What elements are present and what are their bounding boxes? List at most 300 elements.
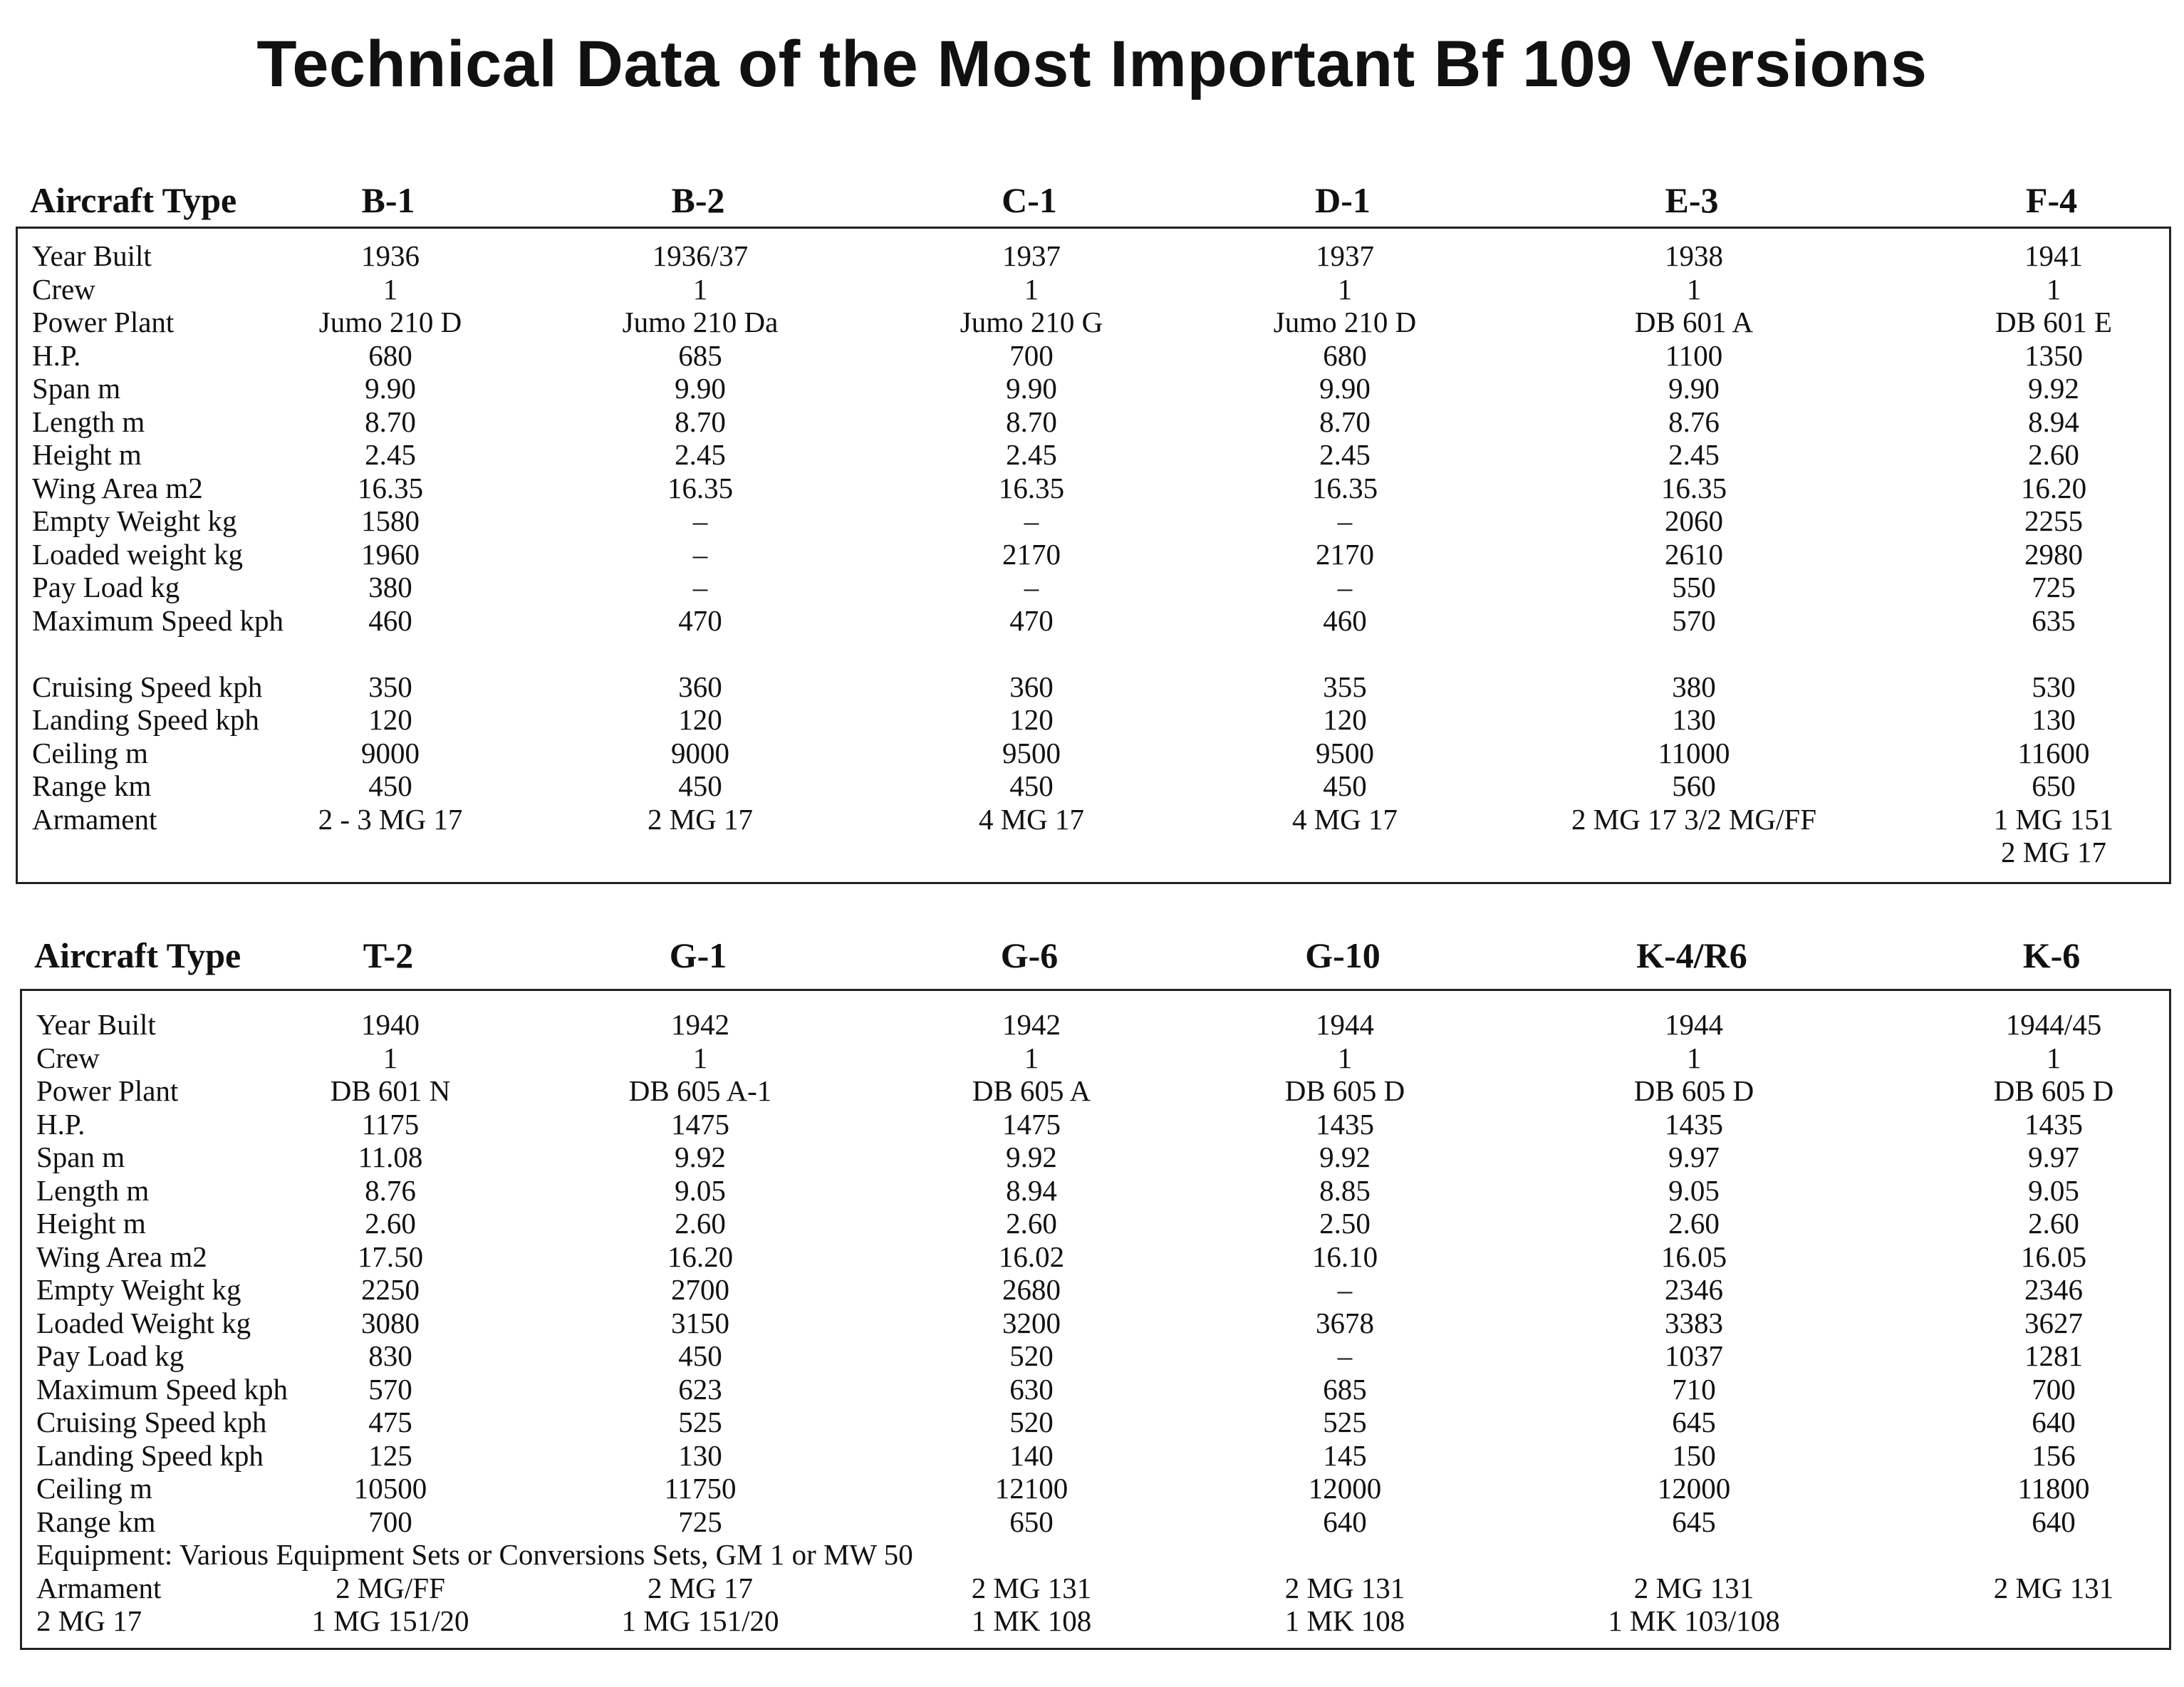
table-cell: 8.76 — [1668, 405, 1720, 438]
table-cell: 11600 — [2017, 736, 2090, 769]
table-row — [22, 1273, 2169, 1306]
table-cell: 645 — [1672, 1406, 1716, 1438]
table-cell: 460 — [1323, 603, 1367, 637]
table-cell: 2 MG 17 — [647, 802, 754, 836]
aircraft-type-column-header: B-1 — [361, 180, 415, 220]
table-cell: 9.90 — [1668, 372, 1720, 405]
table-cell: 9.90 — [1319, 372, 1371, 405]
aircraft-type-column-header: K-4/R6 — [1636, 935, 1747, 975]
row-label: Landing Speed kph — [36, 1438, 264, 1472]
table-cell: 9.92 — [1319, 1141, 1371, 1173]
table-row — [22, 1207, 2169, 1240]
table-cell: 2 MG 17 — [2000, 836, 2107, 868]
table-cell: 1944/45 — [2005, 1008, 2102, 1041]
table-cell: 640 — [2032, 1505, 2076, 1538]
table-cell: 9.05 — [675, 1173, 726, 1207]
row-label: 2 MG 17 — [36, 1604, 142, 1637]
table-cell: 1942 — [671, 1008, 729, 1041]
table-cell: 1 — [383, 272, 398, 306]
table-cell: 130 — [678, 1438, 722, 1472]
table-cell: 156 — [2032, 1438, 2076, 1472]
table-cell: 1175 — [361, 1107, 420, 1141]
table-row — [18, 670, 2169, 703]
table-cell: 2.45 — [675, 438, 726, 471]
table-cell: 1941 — [2024, 239, 2083, 272]
row-label: Height m — [36, 1207, 146, 1240]
table-cell: Jumo 210 D — [1273, 306, 1417, 338]
table-cell: 16.20 — [667, 1240, 734, 1273]
table-cell: 2.60 — [2028, 438, 2079, 471]
table-cell: 1435 — [1665, 1107, 1723, 1141]
table-cell: 120 — [1323, 703, 1367, 736]
table-cell: 2250 — [361, 1273, 420, 1306]
table-cell: 1 — [2046, 272, 2061, 306]
table-cell: 130 — [2032, 703, 2076, 736]
table-row — [22, 1439, 2169, 1472]
table-cell: 9.97 — [1668, 1141, 1720, 1173]
table-cell: 2610 — [1665, 537, 1723, 571]
table-cell: 1281 — [2024, 1339, 2083, 1372]
table-row — [18, 803, 2169, 836]
table-cell: 2346 — [2024, 1273, 2083, 1306]
table-cell: 623 — [678, 1372, 722, 1406]
table-row — [18, 239, 2169, 272]
table-cell: 120 — [678, 703, 722, 736]
table-cell: 380 — [368, 571, 412, 603]
table-cell: 125 — [368, 1438, 412, 1472]
aircraft-type-column-header: B-2 — [671, 180, 725, 220]
table-cell: 3678 — [1316, 1306, 1374, 1339]
aircraft-type-label: Aircraft Type — [34, 935, 241, 975]
table-cell: 2255 — [2024, 504, 2083, 537]
table-cell: – — [1337, 1339, 1353, 1372]
row-label: Crew — [32, 272, 95, 306]
table-cell: 9500 — [1002, 736, 1061, 769]
table-cell: DB 605 A-1 — [628, 1074, 772, 1107]
table-cell: DB 605 D — [1993, 1074, 2114, 1107]
table-cell: 1037 — [1665, 1339, 1723, 1372]
table-cell: 16.05 — [1660, 1240, 1727, 1273]
table-cell: 360 — [678, 670, 722, 703]
page-title: Technical Data of the Most Important Bf 109 Versions — [256, 28, 1928, 100]
table-row — [22, 1339, 2169, 1372]
table-cell: 3150 — [671, 1306, 729, 1339]
row-label: Span m — [36, 1141, 125, 1173]
table-row — [18, 604, 2169, 637]
table-cell: 11000 — [1658, 736, 1730, 769]
table-row — [22, 1604, 2169, 1637]
table-cell: DB 601 A — [1634, 306, 1754, 338]
table-cell: 9.92 — [675, 1141, 726, 1173]
table-cell: 140 — [1009, 1438, 1054, 1472]
table-cell: 2.60 — [675, 1207, 726, 1240]
table-cell: 16.10 — [1311, 1240, 1378, 1273]
table-cell: 9.97 — [2028, 1141, 2079, 1173]
table-cell: 680 — [368, 338, 412, 372]
row-label: Power Plant — [32, 306, 175, 338]
table-row — [18, 769, 2169, 802]
row-label: Year Built — [32, 239, 152, 272]
table-cell: 1 — [1686, 1041, 1702, 1074]
table-cell: – — [692, 571, 708, 603]
data-table-box-2 — [20, 989, 2171, 1650]
aircraft-type-column-header: G-1 — [669, 935, 727, 975]
table-cell: 2 MG 131 — [1284, 1571, 1405, 1604]
table-cell: 525 — [1323, 1406, 1367, 1438]
table-cell: 1 — [1024, 272, 1039, 306]
table-cell: 1 — [1686, 272, 1702, 306]
table-cell: 1937 — [1316, 239, 1374, 272]
table-cell: 8.70 — [365, 405, 416, 438]
table-row — [22, 1572, 2169, 1604]
table-cell: 120 — [1009, 703, 1054, 736]
aircraft-type-column-header: F-4 — [2025, 180, 2078, 220]
row-label: Span m — [32, 372, 121, 405]
table-cell: 9.90 — [365, 372, 416, 405]
table-cell: 680 — [1323, 338, 1367, 372]
row-label: Pay Load kg — [32, 571, 180, 603]
table-cell: 2.45 — [1668, 438, 1720, 471]
row-label: Range km — [36, 1505, 156, 1538]
aircraft-type-column-header: T-2 — [363, 935, 414, 975]
table-cell: 470 — [1009, 603, 1054, 637]
table-cell: 380 — [1672, 670, 1716, 703]
table-cell: – — [1024, 504, 1039, 537]
table-cell: 2700 — [671, 1273, 729, 1306]
table-row — [18, 737, 2169, 769]
table-cell: 8.85 — [1319, 1173, 1371, 1207]
table-cell: 700 — [368, 1505, 412, 1538]
table-cell: 1940 — [361, 1008, 420, 1041]
table-cell: 16.02 — [998, 1240, 1065, 1273]
table-row — [18, 438, 2169, 471]
table-cell: 1 — [2046, 1041, 2061, 1074]
row-label: Length m — [36, 1173, 150, 1207]
table-cell: 1 — [692, 1041, 708, 1074]
table-cell: 630 — [1009, 1372, 1054, 1406]
aircraft-type-column-header: G-10 — [1305, 935, 1380, 975]
table-cell: 450 — [678, 769, 722, 802]
row-label: Year Built — [36, 1008, 156, 1041]
table-cell: – — [1337, 571, 1353, 603]
table-cell: 1 — [692, 272, 708, 306]
aircraft-type-column-header: D-1 — [1315, 180, 1371, 220]
table-cell: 830 — [368, 1339, 412, 1372]
table-row — [22, 1373, 2169, 1406]
table-cell: – — [1337, 504, 1353, 537]
row-label: Cruising Speed kph — [36, 1406, 267, 1438]
table-cell: 1 — [1024, 1041, 1039, 1074]
row-label: Maximum Speed kph — [32, 603, 284, 637]
table-cell: 2.50 — [1319, 1207, 1371, 1240]
table-cell: 1 — [1337, 272, 1353, 306]
row-label: Ceiling m — [32, 736, 148, 769]
table-row — [18, 538, 2169, 571]
table-cell: 9.90 — [1006, 372, 1057, 405]
table-cell: 12000 — [1308, 1472, 1382, 1505]
table-cell: 1 — [383, 1041, 398, 1074]
row-label: Empty Weight kg — [32, 504, 237, 537]
row-label: H.P. — [32, 338, 81, 372]
table-cell: 635 — [2032, 603, 2076, 637]
table-row — [18, 472, 2169, 504]
table-cell: 1435 — [1316, 1107, 1374, 1141]
table-cell: – — [692, 537, 708, 571]
table-row — [18, 306, 2169, 338]
table-cell: 650 — [1009, 1505, 1054, 1538]
table-cell: – — [692, 504, 708, 537]
table-cell: 9.05 — [2028, 1173, 2079, 1207]
table-row — [22, 1074, 2169, 1107]
table-cell: 1475 — [671, 1107, 729, 1141]
table-cell: DB 605 D — [1284, 1074, 1405, 1107]
table-cell: 460 — [368, 603, 412, 637]
table-cell: 1 MK 108 — [1284, 1604, 1405, 1637]
row-label: Wing Area m2 — [36, 1240, 207, 1273]
row-label: Loaded Weight kg — [36, 1306, 251, 1339]
table-cell: 11750 — [664, 1472, 737, 1505]
table-row — [22, 1307, 2169, 1339]
table-cell: 9000 — [671, 736, 729, 769]
table-cell: 450 — [368, 769, 412, 802]
table-cell: 685 — [678, 338, 722, 372]
table-cell: 1 MK 103/108 — [1608, 1604, 1780, 1637]
row-label: Ceiling m — [36, 1472, 152, 1505]
table-cell: 450 — [1323, 769, 1367, 802]
table-cell: 1 MG 151/20 — [311, 1604, 469, 1637]
row-label: Height m — [32, 438, 142, 471]
table-cell: 470 — [678, 603, 722, 637]
row-label: Crew — [36, 1041, 100, 1074]
table-cell: 16.35 — [357, 471, 424, 504]
table-cell: 130 — [1672, 703, 1716, 736]
table-row — [18, 372, 2169, 405]
table-cell: 1960 — [361, 537, 420, 571]
row-label: Empty Weight kg — [36, 1273, 241, 1306]
table-row — [18, 273, 2169, 306]
row-label: Landing Speed kph — [32, 703, 259, 736]
table-cell: 1937 — [1002, 239, 1061, 272]
row-label: Length m — [32, 405, 145, 438]
table-cell: 120 — [368, 703, 412, 736]
table-cell: 3627 — [2024, 1306, 2083, 1339]
table-cell: DB 605 D — [1633, 1074, 1754, 1107]
table-cell: 2980 — [2024, 537, 2083, 571]
table-cell: 1475 — [1002, 1107, 1061, 1141]
table-cell: 4 MG 17 — [978, 802, 1085, 836]
table-cell: 12000 — [1657, 1472, 1731, 1505]
table-cell: 1 — [1337, 1041, 1353, 1074]
row-label: Armament — [36, 1571, 162, 1604]
aircraft-type-column-header: K-6 — [2022, 935, 2081, 975]
table-cell: 1 MK 108 — [971, 1604, 1092, 1637]
table-cell: 1100 — [1665, 338, 1723, 372]
table-cell: 2680 — [1002, 1273, 1061, 1306]
table-cell: 2.60 — [1668, 1207, 1720, 1240]
table-cell: 1944 — [1665, 1008, 1723, 1041]
aircraft-type-header — [0, 935, 2184, 985]
table-cell: 2.45 — [365, 438, 416, 471]
table-cell: 9000 — [361, 736, 420, 769]
table-cell: 16.35 — [1660, 471, 1727, 504]
table-cell: 1580 — [361, 504, 420, 537]
table-cell: 570 — [368, 1372, 412, 1406]
table-cell: 650 — [2032, 769, 2076, 802]
table-cell: DB 601 E — [1995, 306, 2112, 338]
table-row — [18, 339, 2169, 372]
row-label: Range km — [32, 769, 152, 802]
table-cell: 2 MG/FF — [336, 1571, 445, 1604]
table-row — [18, 504, 2169, 537]
row-label: Maximum Speed kph — [36, 1372, 288, 1406]
row-label: H.P. — [36, 1107, 85, 1141]
table-cell: 685 — [1323, 1372, 1367, 1406]
table-cell: 16.35 — [1311, 471, 1378, 504]
table-cell: DB 605 A — [972, 1074, 1091, 1107]
table-cell: 11.08 — [358, 1141, 423, 1173]
table-cell: 9.92 — [1006, 1141, 1057, 1173]
table-cell: 2060 — [1665, 504, 1723, 537]
table-cell: 645 — [1672, 1505, 1716, 1538]
table-cell: 16.20 — [2020, 471, 2087, 504]
table-cell: 530 — [2032, 670, 2076, 703]
table-row — [22, 1505, 2169, 1538]
table-cell: 1944 — [1316, 1008, 1374, 1041]
table-cell: 2.45 — [1319, 438, 1371, 471]
table-cell: 9500 — [1316, 736, 1374, 769]
table-cell: 4 MG 17 — [1291, 802, 1398, 836]
aircraft-type-column-header: C-1 — [1002, 180, 1057, 220]
table-cell: 8.76 — [365, 1173, 416, 1207]
table-cell: 3200 — [1002, 1306, 1061, 1339]
table-cell: 1942 — [1002, 1008, 1061, 1041]
table-row — [22, 1174, 2169, 1207]
table-cell: 12100 — [994, 1472, 1068, 1505]
aircraft-type-column-header: E-3 — [1665, 180, 1719, 220]
table-cell: 1 MG 151/20 — [621, 1604, 779, 1637]
row-label: Loaded weight kg — [32, 537, 244, 571]
table-cell: 1936/37 — [652, 239, 749, 272]
row-label: Armament — [32, 802, 157, 836]
table-cell: 2 MG 17 3/2 MG/FF — [1571, 802, 1817, 836]
table-cell: 2 MG 131 — [971, 1571, 1092, 1604]
table-cell: 450 — [1009, 769, 1054, 802]
table-cell: – — [1337, 1273, 1353, 1306]
table-cell: 570 — [1672, 603, 1716, 637]
table-cell: 640 — [2032, 1406, 2076, 1438]
table-cell: 2.45 — [1006, 438, 1057, 471]
equipment-note: Equipment: Various Equipment Sets or Conversions Sets, GM 1 or MW 50 — [36, 1538, 913, 1571]
table-cell: 145 — [1323, 1438, 1367, 1472]
aircraft-type-label: Aircraft Type — [30, 180, 237, 220]
table-cell: 1435 — [2024, 1107, 2083, 1141]
table-row — [22, 1141, 2169, 1173]
table-cell: 17.50 — [357, 1240, 424, 1273]
table-cell: 2.60 — [2028, 1207, 2079, 1240]
table-cell: 725 — [2032, 571, 2076, 603]
table-cell: 475 — [368, 1406, 412, 1438]
table-cell: 710 — [1672, 1372, 1716, 1406]
table-cell: 520 — [1009, 1339, 1054, 1372]
row-label: Power Plant — [36, 1074, 179, 1107]
table-cell: 355 — [1323, 670, 1367, 703]
row-label: Cruising Speed kph — [32, 670, 263, 703]
table-cell: 360 — [1009, 670, 1054, 703]
table-cell: 8.70 — [1319, 405, 1371, 438]
table-cell: 9.90 — [675, 372, 726, 405]
table-row — [22, 1042, 2169, 1074]
table-cell: 1936 — [361, 239, 420, 272]
table-cell: 2 MG 131 — [1633, 1571, 1754, 1604]
table-cell: 8.94 — [2028, 405, 2079, 438]
table-cell: 16.35 — [667, 471, 734, 504]
table-cell: 1938 — [1665, 239, 1723, 272]
table-cell: 2 MG 131 — [1993, 1571, 2114, 1604]
table-cell: 16.05 — [2020, 1240, 2087, 1273]
table-cell: Jumo 210 D — [318, 306, 462, 338]
table-row — [22, 1406, 2169, 1438]
table-cell: 3080 — [361, 1306, 420, 1339]
table-cell: 450 — [678, 1339, 722, 1372]
table-row — [22, 1108, 2169, 1141]
table-cell: DB 601 N — [330, 1074, 451, 1107]
table-row — [18, 703, 2169, 736]
table-cell: 350 — [368, 670, 412, 703]
table-row — [18, 571, 2169, 603]
table-cell: 8.94 — [1006, 1173, 1057, 1207]
table-cell: 3383 — [1665, 1306, 1723, 1339]
table-cell: 550 — [1672, 571, 1716, 603]
table-cell: 525 — [678, 1406, 722, 1438]
table-cell: 9.92 — [2028, 372, 2079, 405]
table-cell: 2.60 — [1006, 1207, 1057, 1240]
table-row — [22, 1472, 2169, 1505]
table-cell: 1 MG 151 — [1993, 802, 2114, 836]
table-cell: 8.70 — [675, 405, 726, 438]
table-row — [22, 1240, 2169, 1273]
table-row — [22, 1008, 2169, 1041]
table-cell: 2170 — [1316, 537, 1374, 571]
table-cell: 2.60 — [365, 1207, 416, 1240]
table-cell: 10500 — [353, 1472, 427, 1505]
table-cell: 640 — [1323, 1505, 1367, 1538]
table-cell: 16.35 — [998, 471, 1065, 504]
table-cell: 560 — [1672, 769, 1716, 802]
table-cell: 2 MG 17 — [647, 1571, 754, 1604]
table-cell: 150 — [1672, 1438, 1716, 1472]
table-cell: 700 — [2032, 1372, 2076, 1406]
table-cell: 2346 — [1665, 1273, 1723, 1306]
table-cell: 520 — [1009, 1406, 1054, 1438]
aircraft-type-column-header: G-6 — [1000, 935, 1059, 975]
table-cell: 1350 — [2024, 338, 2083, 372]
data-table-box-1 — [16, 227, 2171, 884]
row-label: Wing Area m2 — [32, 471, 203, 504]
table-cell: – — [1024, 571, 1039, 603]
table-cell: 11800 — [2017, 1472, 2090, 1505]
row-label: Pay Load kg — [36, 1339, 184, 1372]
table-cell: 8.70 — [1006, 405, 1057, 438]
table-cell: 2170 — [1002, 537, 1061, 571]
table-cell: 700 — [1009, 338, 1054, 372]
table-cell: Jumo 210 Da — [622, 306, 779, 338]
aircraft-type-header — [0, 180, 2184, 229]
table-cell: 725 — [678, 1505, 722, 1538]
table-cell: 2 - 3 MG 17 — [318, 802, 463, 836]
table-cell: 9.05 — [1668, 1173, 1720, 1207]
table-cell: Jumo 210 G — [960, 306, 1103, 338]
table-row — [18, 405, 2169, 438]
